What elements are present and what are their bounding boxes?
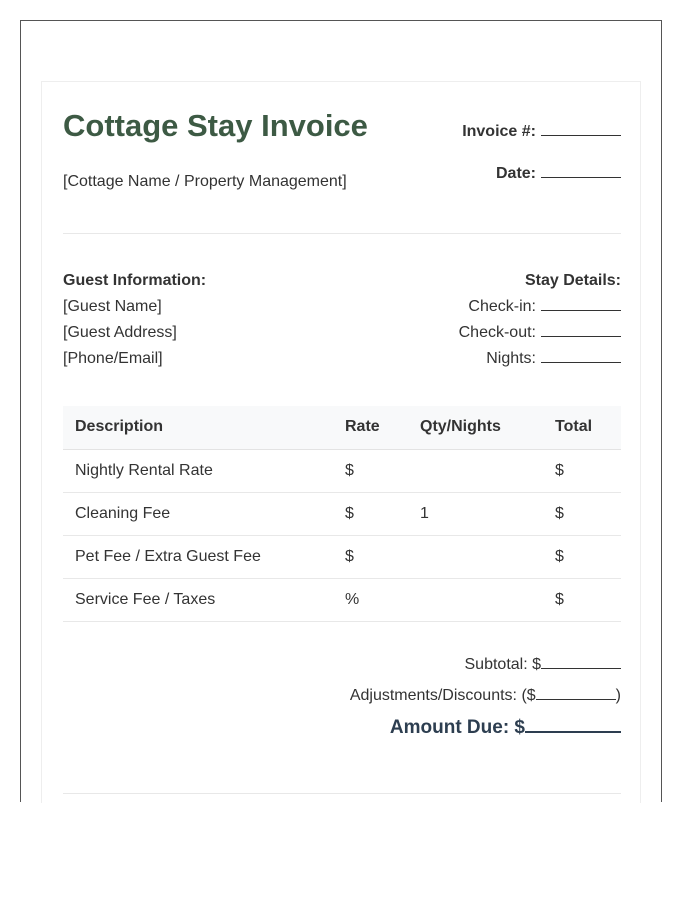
table-row <box>63 578 621 621</box>
footer-divider <box>63 793 621 794</box>
row-total: $ <box>543 492 621 535</box>
row-rate: % <box>333 578 408 621</box>
header-qty: Qty/Nights <box>408 406 543 449</box>
amount-due-blank[interactable] <box>525 716 621 733</box>
amount-due-label: Amount Due: $ <box>389 717 525 738</box>
nights-label: Nights: <box>486 350 536 367</box>
nights-blank[interactable] <box>541 349 621 363</box>
guest-contact: [Phone/Email] <box>63 350 163 367</box>
adjustments-close: ) <box>615 687 621 704</box>
adjustments-label: Adjustments/Discounts: ($ <box>349 687 536 704</box>
date-label: Date: <box>495 165 536 182</box>
checkin-label: Check-in: <box>468 298 536 315</box>
row-description: Nightly Rental Rate <box>63 449 333 492</box>
guest-address: [Guest Address] <box>63 324 177 341</box>
row-rate: $ <box>333 492 408 535</box>
checkout-blank[interactable] <box>541 323 621 337</box>
guest-heading: Guest Information: <box>63 272 207 289</box>
row-qty: 1 <box>408 492 543 535</box>
header-rate: Rate <box>333 406 408 449</box>
guest-name: [Guest Name] <box>63 298 162 315</box>
table-row <box>63 492 621 535</box>
invoice-paper <box>41 81 641 803</box>
date-field[interactable] <box>496 164 621 183</box>
amount-due-field[interactable] <box>390 716 621 739</box>
row-qty <box>408 578 543 621</box>
row-total: $ <box>543 449 621 492</box>
page-frame <box>20 20 662 802</box>
checkin-blank[interactable] <box>541 297 621 311</box>
row-total: $ <box>543 578 621 621</box>
line-items-table <box>63 406 621 622</box>
invoice-number-label: Invoice #: <box>462 123 536 140</box>
row-rate: $ <box>333 449 408 492</box>
adjustments-field[interactable] <box>350 686 621 705</box>
header-description: Description <box>63 406 333 449</box>
subtotal-blank[interactable] <box>541 655 621 669</box>
table-row <box>63 535 621 578</box>
row-qty <box>408 449 543 492</box>
nights-field[interactable] <box>459 346 621 372</box>
stay-heading: Stay Details: <box>524 272 621 289</box>
stay-details <box>459 268 621 372</box>
row-rate: $ <box>333 535 408 578</box>
row-total: $ <box>543 535 621 578</box>
row-qty <box>408 535 543 578</box>
guest-information <box>63 268 206 372</box>
date-blank[interactable] <box>541 164 621 178</box>
subtotal-field[interactable] <box>465 655 622 674</box>
invoice-number-blank[interactable] <box>541 122 621 136</box>
property-name: [Cottage Name / Property Management] <box>63 173 347 190</box>
row-description: Service Fee / Taxes <box>63 578 333 621</box>
adjustments-blank[interactable] <box>536 686 616 700</box>
header-total: Total <box>543 406 621 449</box>
table-row <box>63 449 621 492</box>
invoice-number-field[interactable] <box>462 122 621 141</box>
row-description: Pet Fee / Extra Guest Fee <box>63 535 333 578</box>
row-description: Cleaning Fee <box>63 492 333 535</box>
subtotal-label: Subtotal: $ <box>464 656 541 673</box>
invoice-title: Cottage Stay Invoice <box>63 108 368 143</box>
checkout-label: Check-out: <box>458 324 536 341</box>
table-header-row <box>63 406 621 449</box>
checkout-field[interactable] <box>459 320 621 346</box>
divider <box>63 233 621 234</box>
checkin-field[interactable] <box>459 294 621 320</box>
